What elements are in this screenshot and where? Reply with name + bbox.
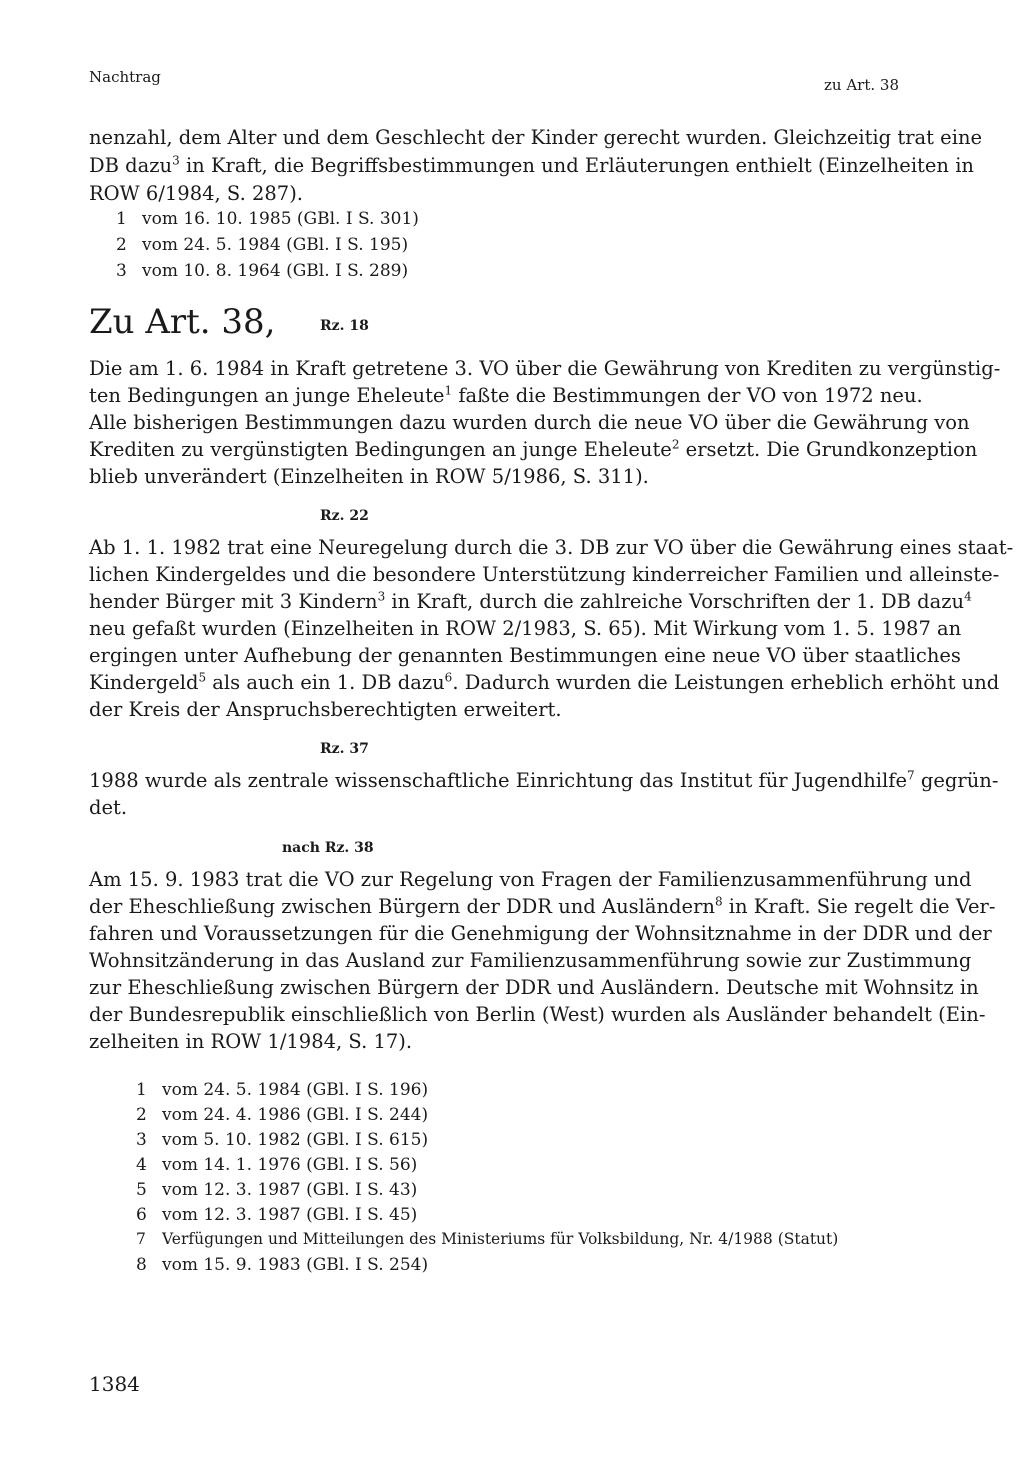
rz-18-label: Rz. 18 (320, 318, 369, 334)
footnote: 8 vom 15. 9. 1983 (GBl. I S. 254) (136, 1255, 429, 1275)
rz18-line-4: Krediten zu vergünstigten Bedingungen an junge Eheleute$^2$ ersetzt. Die Grundkonzeption (89, 437, 978, 461)
rz38-line-5: zur Eheschließung zwischen Bürgern der DDR und Ausländern. Deutsche mit Wohnsitz in (89, 976, 979, 999)
rz18-line-3: Alle bisherigen Bestimmungen dazu wurden durch die neue VO über die Gewährung von (89, 411, 970, 434)
intro-footnote: 2 vom 24. 5. 1984 (GBl. I S. 195) (116, 235, 409, 255)
rz38-line-4: Wohnsitzänderung in das Ausland zur Familienzusammenführung sowie zur Zustimmung (89, 949, 972, 972)
rz-37-label: Rz. 37 (320, 741, 369, 757)
rz38-line-3: fahren und Voraussetzungen für die Genehmigung der Wohnsitznahme in der DDR und der (89, 922, 992, 945)
footnote: 7 Verfügungen und Mitteilungen des Ministeriums für Volksbildung, Nr. 4/1988 (Statut) (136, 1230, 839, 1248)
running-header-left: Nachtrag (89, 68, 161, 86)
rz22-line-4: neu gefaßt wurden (Einzelheiten in ROW 2/1983, S. 65). Mit Wirkung vom 1. 5. 1987 an (89, 617, 962, 640)
intro-line-2: DB dazu$^3$ in Kraft, die Begriffsbestimmungen und Erläuterungen enthielt (Einzelheiten in (89, 153, 974, 177)
rz22-line-2: lichen Kindergeldes und die besondere Unterstützung kinderreicher Familien und alleinste- (89, 563, 1000, 586)
rz38-line-7: zelheiten in ROW 1/1984, S. 17). (89, 1030, 413, 1053)
rz-22-label: Rz. 22 (320, 508, 369, 524)
footnote: 3 vom 5. 10. 1982 (GBl. I S. 615) (136, 1130, 429, 1150)
intro-line-3: ROW 6/1984, S. 287). (89, 182, 303, 205)
rz22-line-5: ergingen unter Aufhebung der genannten Bestimmungen eine neue VO über staatliches (89, 644, 961, 667)
rz18-line-1: Die am 1. 6. 1984 in Kraft getretene 3. VO über die Gewährung von Krediten zu vergünstig- (89, 357, 1001, 380)
rz37-line-2: det. (89, 796, 128, 819)
rz22-line-7: der Kreis der Anspruchsberechtigten erweitert. (89, 698, 562, 721)
intro-footnote: 3 vom 10. 8. 1964 (GBl. I S. 289) (116, 261, 409, 281)
rz38-line-2: der Eheschließung zwischen Bürgern der DDR und Ausländern$^8$ in Kraft. Sie regelt die Ver- (89, 894, 996, 918)
rz22-line-3: hender Bürger mit 3 Kindern$^3$ in Kraft, durch die zahlreiche Vorschriften der 1. DB dazu$^4$ (89, 589, 972, 613)
rz-38-label: nach Rz. 38 (282, 840, 374, 856)
rz38-line-1: Am 15. 9. 1983 trat die VO zur Regelung von Fragen der Familienzusammenführung und (89, 868, 972, 891)
footnote: 6 vom 12. 3. 1987 (GBl. I S. 45) (136, 1205, 418, 1225)
footnote: 4 vom 14. 1. 1976 (GBl. I S. 56) (136, 1155, 418, 1175)
rz18-line-5: blieb unverändert (Einzelheiten in ROW 5/1986, S. 311). (89, 465, 649, 488)
intro-footnote: 1 vom 16. 10. 1985 (GBl. I S. 301) (116, 209, 419, 229)
intro-line-1: nenzahl, dem Alter und dem Geschlecht der Kinder gerecht wurden. Gleichzeitig trat eine (89, 126, 983, 149)
rz22-line-1: Ab 1. 1. 1982 trat eine Neuregelung durch die 3. DB zur VO über die Gewährung eines staat- (89, 536, 1014, 559)
page-number: 1384 (89, 1372, 140, 1396)
rz18-line-2: ten Bedingungen an junge Eheleute$^1$ faßte die Bestimmungen der VO von 1972 neu. (89, 383, 923, 407)
running-header-right: zu Art. 38 (824, 76, 899, 94)
footnote: 5 vom 12. 3. 1987 (GBl. I S. 43) (136, 1180, 418, 1200)
rz22-line-6: Kindergeld$^5$ als auch ein 1. DB dazu$^6$. Dadurch wurden die Leistungen erheblich erhöht und (89, 670, 1000, 694)
rz37-line-1: 1988 wurde als zentrale wissenschaftliche Einrichtung das Institut für Jugendhilfe$^7$ gegrün- (89, 768, 999, 792)
rz38-line-6: der Bundesrepublik einschließlich von Berlin (West) wurden als Ausländer behandelt (Ein- (89, 1003, 986, 1026)
footnote: 2 vom 24. 4. 1986 (GBl. I S. 244) (136, 1105, 429, 1125)
footnote: 1 vom 24. 5. 1984 (GBl. I S. 196) (136, 1080, 429, 1100)
section-heading: Zu Art. 38, (89, 302, 276, 342)
